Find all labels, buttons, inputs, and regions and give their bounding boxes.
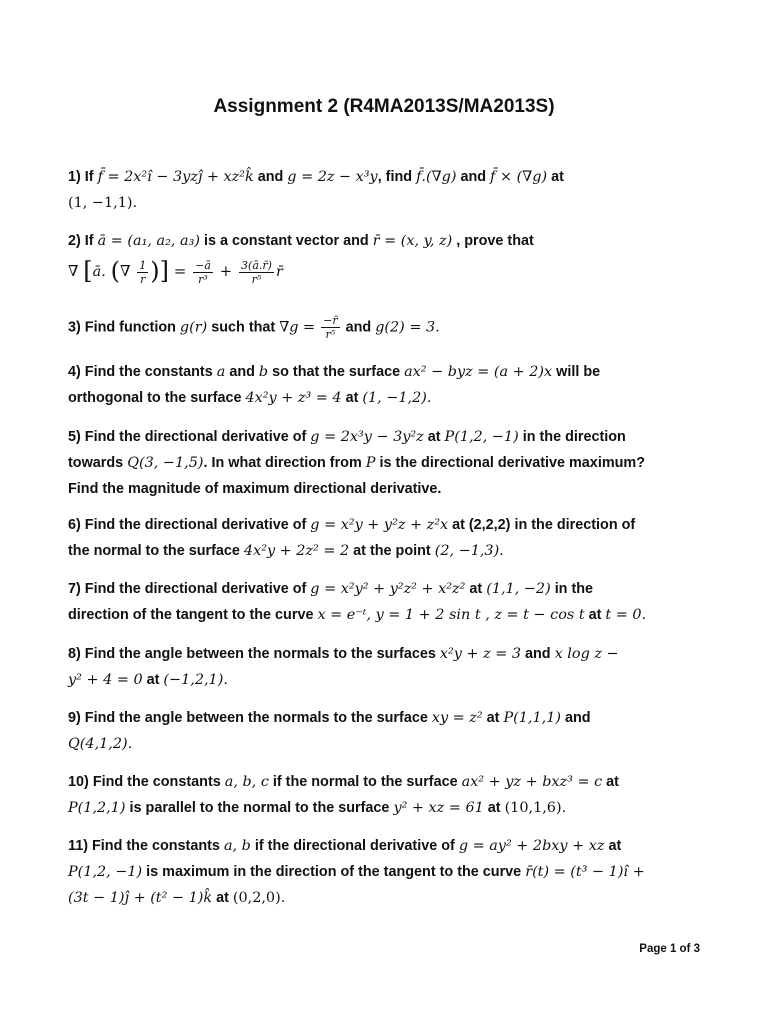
- math: (3t − 1)ĵ + (t² − 1)k̂: [68, 890, 213, 906]
- problem-5: 5) Find the directional derivative of g = 2x³y − 3y²z at P(1,2, −1) in the direction towards Q(3, −1,5). In what direction from P is the directional derivative maximum? Find the magnitude of maximum directional derivative.: [68, 429, 645, 497]
- problem-4: 4) Find the constants a and b so that the surface ax² − byz = (a + 2)x will be orthogonal to the surface 4x²y + z³ = 4 at (1, −1,2).: [68, 364, 601, 406]
- math: b: [258, 364, 269, 380]
- fraction: $\frac{-r̄}{\text{r⁵}}$: [323, 314, 338, 341]
- problem-9: 9) Find the angle between the normals to the surface xy = z² at P(1,1,1) and Q(4,1,2).: [68, 710, 591, 752]
- math: P: [365, 455, 376, 471]
- math: g = x²y² + y²z² + x²z²: [310, 581, 466, 597]
- math: ax² − byz = (a + 2)x: [404, 364, 553, 380]
- problem-10: 10) Find the constants a, b, c if the normal to the surface ax² + yz + bxz³ = c at P(1,2,1) is parallel to the normal to the surface y² + xz = 61 at (10,1,6).: [68, 774, 619, 816]
- math: (1, −1,2).: [362, 390, 432, 406]
- problem-8: 8) Find the angle between the normals to the surfaces x²y + z = 3 and x log z − y² + 4 = 0 at (−1,2,1).: [68, 646, 619, 688]
- math: r̄(t) = (t³ − 1)î +: [525, 864, 645, 880]
- fraction: $\frac{-ā}{\text{r³}}$: [195, 258, 211, 286]
- math: ax² + yz + bxz³ = c: [461, 774, 603, 790]
- math: P(1,2,1): [68, 800, 126, 816]
- math: (1,1, −2): [486, 581, 551, 597]
- problem-number: 11): [68, 838, 89, 854]
- math: Q(3, −1,5): [127, 455, 204, 471]
- math: t = 0.: [605, 607, 647, 623]
- problem-number: 3): [68, 319, 81, 336]
- math: P(1,2, −1): [444, 429, 519, 445]
- fraction: $\frac{3(ā.r̄)}{\text{r⁵}}$: [241, 258, 272, 286]
- equation: ∇ [ā. (∇ $\frac{1}{r}$ )] = $\frac{-ā}{\text{r³}}$ + $\frac{3(ā.r̄)}{\text{r⁵}}$ r̄: [68, 257, 283, 286]
- math: y² + 4 = 0: [68, 672, 143, 688]
- problem-1: 1) If f̄ = 2x²î − 3yzĵ + xz²k̂ and g = 2z − x³y, find f̄.(∇g) and f̄ × (∇g) at (1, −1,1).: [68, 169, 564, 211]
- fraction: $\frac{1}{r}$: [139, 258, 147, 286]
- math: a, b: [223, 838, 251, 854]
- math: (2, −1,3).: [434, 543, 504, 559]
- math: 4x²y + 2z² = 2: [243, 543, 350, 559]
- problem-number: 1): [68, 169, 81, 185]
- math: (0,2,0).: [232, 890, 286, 906]
- problem-number: 8): [68, 646, 81, 662]
- page-number: Page 1 of 3: [639, 943, 700, 955]
- math: a, b, c: [224, 774, 269, 790]
- math: (−1,2,1).: [163, 672, 228, 688]
- math: xy = z²: [431, 710, 483, 726]
- problem-number: 9): [68, 710, 81, 726]
- math: a: [216, 364, 226, 380]
- math: ∇g =: [279, 319, 316, 336]
- math: g = x²y + y²z + z²x: [310, 517, 449, 533]
- problem-11: 11) Find the constants a, b if the directional derivative of g = ay² + 2bxy + xz at P(1,2, −1) is maximum in the direction of the tangent to the curve r̄(t) = (t³ − 1)î + (3t − 1)ĵ + (t² − 1)k̂ at (0,2,0).: [68, 838, 645, 906]
- problem-number: 4): [68, 364, 81, 380]
- math: x²y + z = 3: [439, 646, 522, 662]
- math: (1, −1,1).: [68, 195, 138, 211]
- problem-number: 7): [68, 581, 81, 597]
- math: x log z −: [554, 646, 619, 662]
- problem-7: 7) Find the directional derivative of g = x²y² + y²z² + x²z² at (1,1, −2) in the direction of the tangent to the curve x = e⁻ᵗ, y = 1 + 2 sin t , z = t − cos t at t = 0.: [68, 581, 647, 623]
- math: g(r): [179, 319, 208, 336]
- math: P(1,2, −1): [68, 864, 143, 880]
- math: g = 2x³y − 3y²z: [310, 429, 424, 445]
- problem-2: 2) If ā = (a₁, a₂, a₃) is a constant vector and r̄ = (x, y, z) , prove that ∇ [ā. (∇ $\frac{1}{r}$ )] = $\frac{-ā}{\text{r³}}$ + $\frac{3(ā.r̄)}{\text{r⁵}}$ r̄: [68, 228, 708, 286]
- math: f̄ = 2x²î − 3yzĵ + xz²k̂: [97, 169, 254, 185]
- math: f̄.(∇g): [416, 169, 457, 185]
- problem-number: 6): [68, 517, 81, 533]
- problem-6: 6) Find the directional derivative of g = x²y + y²z + z²x at (2,2,2) in the direction of the normal to the surface 4x²y + 2z² = 2 at the point (2, −1,3).: [68, 517, 636, 559]
- math: g(2) = 3.: [375, 319, 440, 336]
- math: r̄ = (x, y, z): [372, 233, 453, 249]
- math: (10,1,6).: [504, 800, 567, 816]
- problem-number: 2): [68, 233, 81, 249]
- math: g = 2z − x³y: [287, 169, 378, 185]
- math: P(1,1,1): [503, 710, 561, 726]
- math: x = e⁻ᵗ, y = 1 + 2 sin t , z = t − cos t: [317, 607, 585, 623]
- math: ā = (a₁, a₂, a₃): [97, 233, 200, 249]
- page-title: Assignment 2 (R4MA2013S/MA2013S): [213, 96, 555, 117]
- problem-number: 5): [68, 429, 81, 445]
- math: g = ay² + 2bxy + xz: [458, 838, 605, 854]
- math: 4x²y + z³ = 4: [245, 390, 342, 406]
- problem-3: 3) Find function g(r) such that ∇g = $\frac{-r̄}{\text{r⁵}}$ and g(2) = 3.: [68, 314, 440, 341]
- math: y² + xz = 61: [393, 800, 484, 816]
- math: f̄ × (∇g): [490, 169, 548, 185]
- problem-number: 10): [68, 774, 89, 790]
- math: Q(4,1,2).: [68, 736, 133, 752]
